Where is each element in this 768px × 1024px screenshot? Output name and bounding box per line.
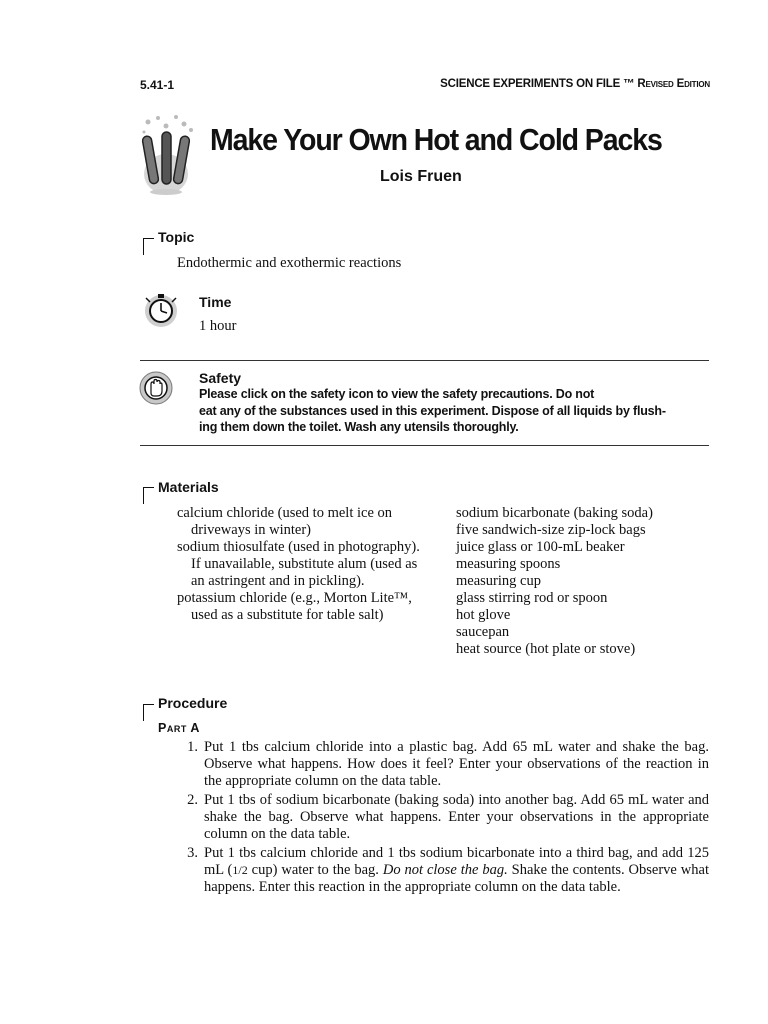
material-item: juice glass or 100-mL beaker (456, 539, 625, 555)
procedure-heading: Procedure (158, 695, 228, 711)
material-item: saucepan (456, 624, 510, 640)
safety-top-rule (140, 360, 709, 361)
step-number: 2. (187, 792, 198, 808)
part-a-label: Part A (158, 721, 200, 735)
step-text-italic: Do not close the bag. (382, 862, 508, 878)
material-item: measuring spoons (456, 556, 561, 572)
time-text: 1 hour (199, 318, 237, 334)
material-item: sodium bicarbonate (baking soda) (456, 505, 653, 521)
step-text-part: cup) water to the bag. (247, 862, 383, 878)
step-fraction: 1/2 (232, 863, 248, 877)
step-text-part: Shake the contents. Observe what happens. Enter this reaction in the appropriate column on the data table. (204, 862, 709, 895)
safety-text (199, 386, 709, 436)
topic-heading: Topic (158, 229, 195, 245)
safety-heading: Safety (199, 370, 242, 386)
material-item: potassium chloride (e.g., Morton Lite™, used as a substitute for table salt) (177, 590, 412, 623)
materials-right-list (456, 505, 709, 658)
material-item: hot glove (456, 607, 511, 623)
time-heading: Time (199, 294, 232, 310)
material-item: calcium chloride (used to melt ice on driveways in winter) (177, 505, 393, 538)
topic-bracket (143, 238, 154, 255)
material-item: measuring cup (456, 573, 541, 589)
safety-line: Please click on the safety icon to view the safety precautions. Do not (199, 387, 595, 401)
safety-icon[interactable] (139, 371, 173, 405)
material-item: glass stirring rod or spoon (456, 590, 608, 606)
procedure-bracket (143, 704, 154, 721)
materials-bracket (143, 487, 154, 504)
safety-line: eat any of the substances used in this experiment. Dispose of all liquids by flush- (199, 403, 666, 418)
material-item: sodium thiosulfate (used in photography). If unavailable, substitute alum (used as an astringent and in pickling). (177, 539, 420, 589)
step-number: 3. (187, 845, 198, 861)
safety-bottom-rule (140, 445, 709, 446)
test-tubes-logo (136, 112, 196, 198)
step-text: Put 1 tbs of sodium bicarbonate (baking soda) into another bag. Add 65 mL water and shake the bag. Observe what happens. Enter your observations in the appropriate column on the data table. (204, 792, 709, 842)
procedure-steps (176, 739, 709, 898)
step-text: Put 1 tbs calcium chloride into a plastic bag. Add 65 mL water and shake the bag. Observe what happens. How does it feel? Enter your observations of the reaction in the appropriate column on the data table. (204, 739, 709, 789)
author: Lois Fruen (380, 168, 462, 185)
procedure-step (176, 792, 709, 843)
step-text (204, 845, 709, 896)
material-item: heat source (hot plate or stove) (456, 641, 636, 657)
safety-line: ing them down the toilet. Wash any utensils thoroughly. (199, 420, 519, 434)
step-number: 1. (187, 739, 198, 755)
page-title: Make Your Own Hot and Cold Packs (210, 122, 662, 157)
materials-left-list (177, 505, 427, 624)
page-code: 5.41-1 (140, 78, 175, 92)
clock-icon (140, 292, 182, 328)
series-title (440, 78, 710, 90)
materials-heading: Materials (158, 479, 219, 495)
procedure-step (176, 739, 709, 790)
series-title-text: SCIENCE EXPERIMENTS ON FILE ™ Revised Edition (440, 78, 710, 90)
topic-text: Endothermic and exothermic reactions (177, 255, 402, 271)
material-item: five sandwich-size zip-lock bags (456, 522, 646, 538)
procedure-step (176, 845, 709, 896)
step-text-part: Put 1 tbs calcium chloride and 1 tbs sodium bicarbonate into a third bag, and add 125 mL ( (204, 845, 709, 878)
